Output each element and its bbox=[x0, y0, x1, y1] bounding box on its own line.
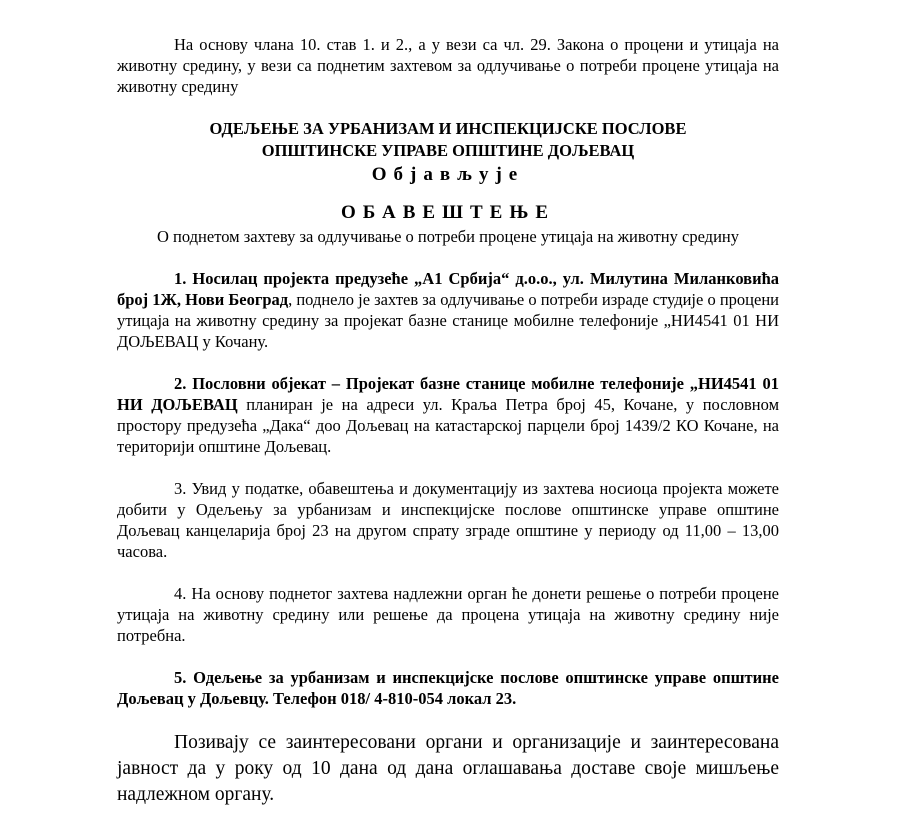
authority-line-2: ОПШТИНСКЕ УПРАВЕ ОПШТИНЕ ДОЉЕВАЦ bbox=[261, 141, 635, 160]
document-page bbox=[117, 34, 779, 808]
notice-title: ОБАВЕШТЕЊЕ bbox=[340, 202, 556, 223]
intro-paragraph: На основу члана 10. став 1. и 2., а у вези са чл. 29. Закона о процени и утицаја на животну средину, у вези са поднетим захтевом за одлучивање о потреби процене утицаја на животну средину bbox=[117, 35, 779, 96]
authority-line-1: ОДЕЉЕЊЕ ЗА УРБАНИЗАМ И ИНСПЕКЦИЈСКЕ ПОСЛОВЕ bbox=[209, 119, 687, 138]
item-4-text: 4. На основу поднетог захтева надлежни орган ће донети решење о потреби процене утицаја на животну средину или решење да процена утицаја на животну средину није потребна. bbox=[117, 584, 779, 645]
item-2-bold: 2. Пословни објекат – Пројекат базне станице мобилне телефоније „НИ4541 01 НИ ДОЉЕВАЦ bbox=[117, 374, 779, 414]
closing-paragraph: Позивају се заинтересовани органи и организације и заинтересована јавност да у року од 10 дана од дана оглашавања доставе своје мишљење надлежном органу. bbox=[117, 732, 779, 805]
item-1-text: , поднело је захтев за одлучивање о потреби израде студије о процени утицаја на животну средину за пројекат базне станице мобилне телефоније „НИ4541 01 НИ ДОЉЕВАЦ у Кочану. bbox=[117, 290, 779, 351]
notice-subtitle: О поднетом захтеву за одлучивање о потреби процене утицаја на животну средину bbox=[157, 227, 739, 246]
item-1-bold: 1. Носилац пројекта предузеће „А1 Србија“ д.о.о., ул. Милутина Миланковића број 1Ж, Нови Београд bbox=[117, 269, 779, 309]
item-2-text: планиран је на адреси ул. Краља Петра број 45, Кочане, у пословном простору предузећа „Дака“ доо Дољевац на катастарској парцели број 1439/2 КО Кочане, на територији општине Дољевац. bbox=[117, 395, 780, 456]
item-2 bbox=[117, 373, 779, 457]
item-5-bold: 5. Одељење за урбанизам и инспекцијске послове општинске управе општине Дољевац у Дољевцу. Телефон 018/ 4-810-054 локал 23. bbox=[117, 668, 779, 708]
item-3-text: 3. Увид у податке, обавештења и документацију из захтева носиоца пројекта можете добити у Одељењу за урбанизам и инспекцијске послове општинске управе општине Дољевац канцеларија број 23 на другом спрату зграде општине у периоду од 11,00 – 13,00 часова. bbox=[117, 479, 779, 561]
item-1 bbox=[117, 268, 779, 352]
item-3 bbox=[117, 478, 779, 562]
item-4 bbox=[117, 583, 779, 646]
item-5 bbox=[117, 667, 779, 709]
announces-heading: Објављује bbox=[371, 164, 525, 185]
